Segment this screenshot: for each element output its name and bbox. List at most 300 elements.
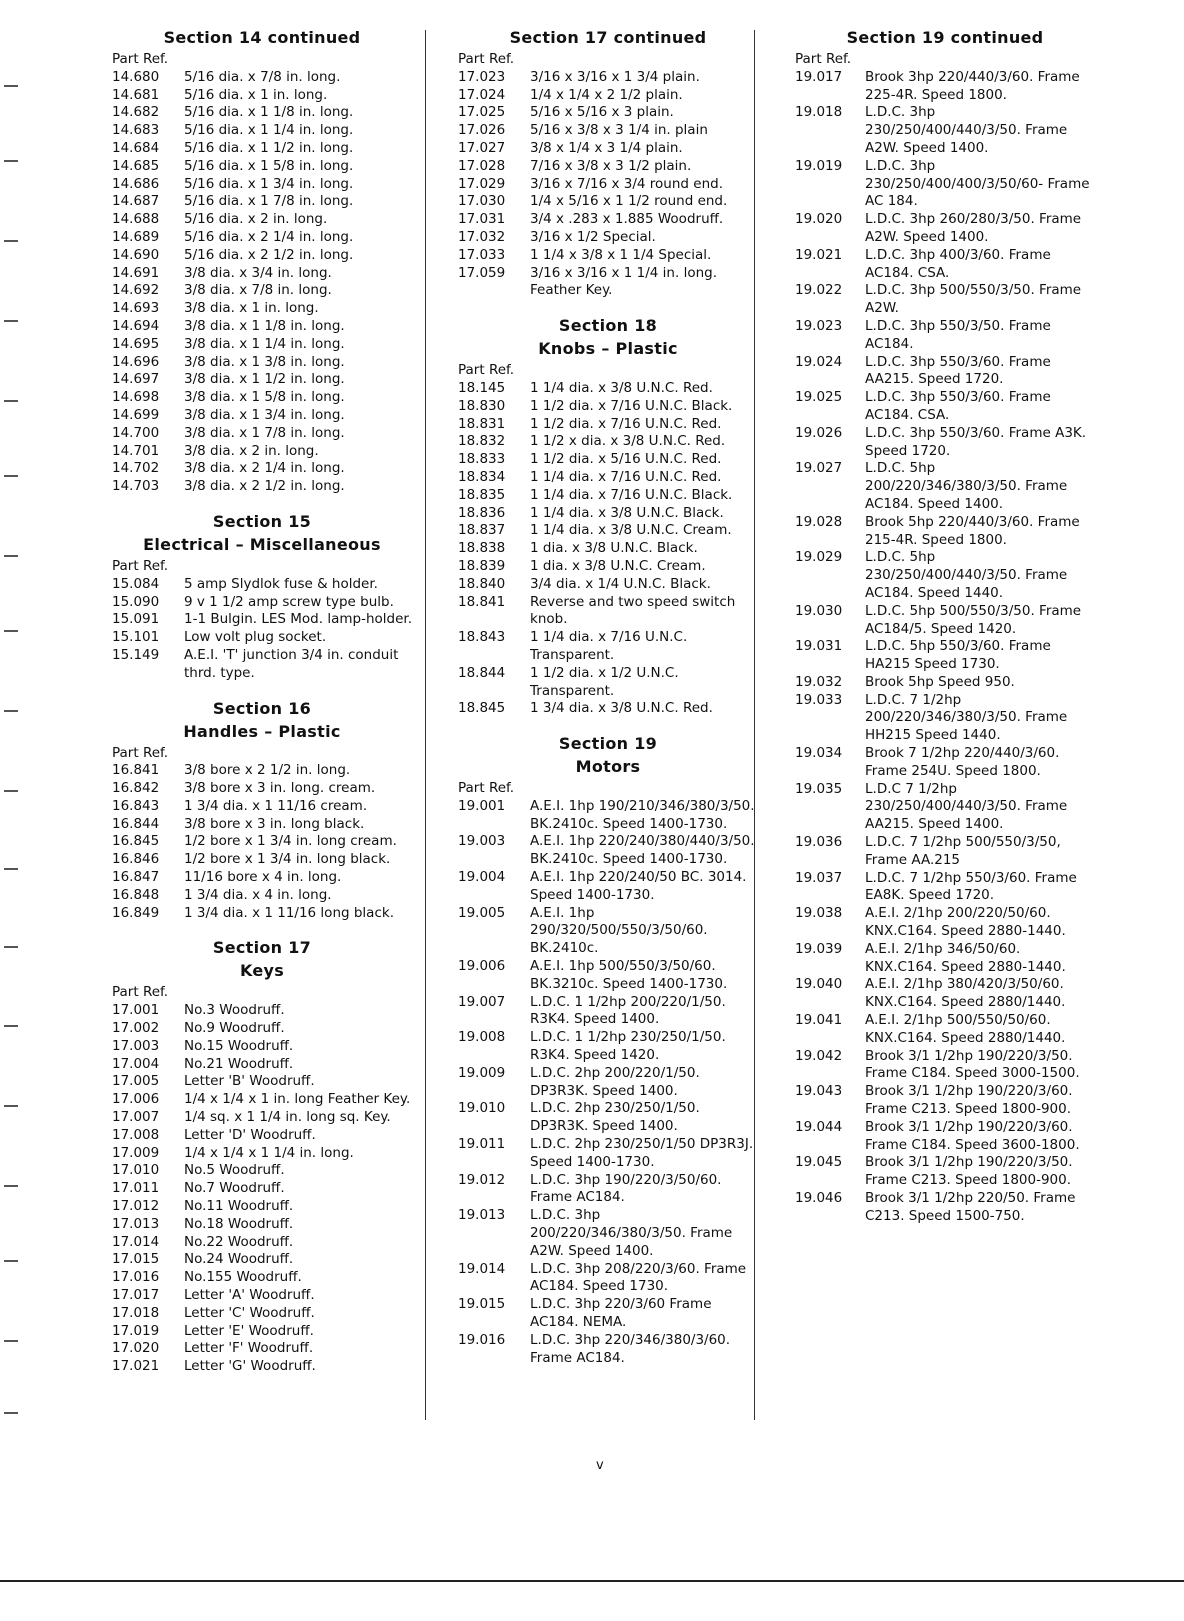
- part-row: [795, 1012, 1095, 1048]
- part-ref-number: 19.017: [795, 68, 843, 85]
- part-row: [112, 1305, 412, 1323]
- part-ref-number: 19.005: [458, 904, 506, 921]
- part-description: No.22 Woodruff.: [184, 1233, 294, 1250]
- part-row: [112, 407, 412, 425]
- part-description: L.D.C. 1 1/2hp 230/250/1/50. R3K4. Speed 1420.: [530, 1029, 726, 1064]
- part-ref-number: 14.688: [112, 211, 160, 228]
- part-row: [458, 176, 758, 194]
- part-row: [795, 674, 1095, 692]
- part-description: 3/8 dia. x 2 in. long.: [184, 442, 319, 459]
- part-ref-number: 14.681: [112, 86, 160, 103]
- part-ref-number: 19.022: [795, 282, 843, 299]
- part-row: [112, 1056, 412, 1074]
- part-row: [458, 905, 758, 958]
- part-ref-number: 19.019: [795, 157, 843, 174]
- part-ref-number: 19.042: [795, 1047, 843, 1064]
- part-description: L.D.C. 3hp 550/3/60. Frame AC184. CSA.: [865, 389, 1051, 423]
- part-row: [795, 745, 1095, 781]
- part-ref-number: 19.011: [458, 1136, 506, 1153]
- part-description: Brook 3/1 1/2hp 190/220/3/60. Frame C213. Speed 1800-900.: [865, 1083, 1073, 1118]
- part-row: [112, 229, 412, 247]
- part-row: [458, 380, 758, 398]
- part-row: [112, 140, 412, 158]
- margin-mark: [4, 790, 18, 792]
- part-description: Letter 'F' Woodruff.: [184, 1340, 314, 1357]
- part-description: 1 1/4 dia. x 3/8 U.N.C. Red.: [530, 379, 713, 396]
- part-row: [112, 905, 412, 923]
- part-row: [112, 460, 412, 478]
- bottom-rule: [0, 1580, 1184, 1582]
- part-description: 5/16 dia. x 1 in. long.: [184, 86, 328, 103]
- part-row: [112, 265, 412, 283]
- part-row: [458, 1172, 758, 1208]
- part-row: [112, 576, 412, 594]
- part-ref-number: 17.025: [458, 104, 506, 121]
- part-description: 3/16 x 1/2 Special.: [530, 228, 656, 245]
- part-row: [112, 887, 412, 905]
- part-description: L.D.C. 7 1/2hp 500/550/3/50, Frame AA.215: [865, 834, 1061, 868]
- part-description: 1 1/2 x dia. x 3/8 U.N.C. Red.: [530, 433, 726, 450]
- part-ref-number: 18.833: [458, 451, 506, 468]
- part-ref-number: 19.027: [795, 460, 843, 477]
- part-row: [458, 265, 758, 301]
- part-description: 3/8 dia. x 2 1/4 in. long.: [184, 460, 345, 477]
- part-ref-number: 14.683: [112, 122, 160, 139]
- part-ref-number: 17.016: [112, 1269, 160, 1286]
- part-description: 1 3/4 dia. x 3/8 U.N.C. Red.: [530, 700, 713, 717]
- part-row: [112, 1287, 412, 1305]
- part-description: L.D.C. 5hp 500/550/3/50. Frame AC184/5. Speed 1420.: [865, 602, 1082, 637]
- part-ref-number: 16.841: [112, 762, 160, 779]
- part-ref-number: 19.030: [795, 602, 843, 619]
- part-ref-header: Part Ref.: [112, 557, 169, 574]
- part-row: [458, 958, 758, 994]
- part-description: 3/16 x 3/16 x 1 3/4 plain.: [530, 68, 700, 85]
- part-row: [795, 69, 1095, 105]
- part-row: [112, 1038, 412, 1056]
- part-ref-number: 17.009: [112, 1144, 160, 1161]
- part-ref-number: 19.028: [795, 513, 843, 530]
- part-ref-number: 17.014: [112, 1233, 160, 1250]
- part-ref-number: 19.041: [795, 1012, 843, 1029]
- part-ref-number: 19.025: [795, 389, 843, 406]
- part-ref-number: 19.036: [795, 834, 843, 851]
- part-row: [458, 833, 758, 869]
- part-description: 3/8 dia. x 2 1/2 in. long.: [184, 478, 345, 495]
- part-row: [112, 1234, 412, 1252]
- part-row: [112, 1340, 412, 1358]
- part-row: [458, 576, 758, 594]
- margin-mark: [4, 1025, 18, 1027]
- part-row: [795, 425, 1095, 461]
- part-ref-number: 19.046: [795, 1190, 843, 1206]
- part-description: L.D.C. 3hp 550/3/60. Frame AA215. Speed 1720.: [865, 353, 1051, 388]
- part-description: 5/16 dia. x 2 1/2 in. long.: [184, 246, 354, 263]
- part-ref-number: 14.690: [112, 246, 160, 263]
- part-row: [112, 1073, 412, 1091]
- part-ref-number: 17.004: [112, 1055, 160, 1072]
- part-description: A.E.I. 1hp 290/320/500/550/3/50/60. BK.2410c.: [530, 904, 708, 957]
- part-description: 3/8 dia. x 1 3/4 in. long.: [184, 406, 345, 423]
- part-description: No.3 Woodruff.: [184, 1002, 285, 1019]
- part-row: [112, 1323, 412, 1341]
- part-row: [795, 158, 1095, 211]
- part-ref-number: 18.841: [458, 593, 506, 610]
- part-ref-number: 17.001: [112, 1002, 160, 1019]
- part-row: [795, 104, 1095, 157]
- part-description: 5/16 dia. x 1 7/8 in. long.: [184, 193, 354, 210]
- part-description: 1 1/4 dia. x 7/16 U.N.C. Red.: [530, 468, 722, 485]
- part-description: Letter 'D' Woodruff.: [184, 1126, 316, 1143]
- part-description: 1 dia. x 3/8 U.N.C. Black.: [530, 540, 698, 557]
- part-description: L.D.C. 3hp 230/250/400/400/3/50/60- Frame AC 184.: [865, 157, 1090, 210]
- part-row: [112, 158, 412, 176]
- part-ref-number: 17.017: [112, 1287, 160, 1304]
- column-left: [112, 26, 412, 1390]
- part-description: A.E.I. 1hp 190/210/346/380/3/50. BK.2410c. Speed 1400-1730.: [530, 797, 755, 832]
- catalog-section: [112, 26, 412, 496]
- part-ref-number: 14.695: [112, 335, 160, 352]
- part-row: [112, 247, 412, 265]
- part-row: [112, 176, 412, 194]
- part-description: 1 3/4 dia. x 1 11/16 cream.: [184, 797, 368, 814]
- part-ref-number: 15.091: [112, 611, 160, 628]
- part-description: L.D.C. 3hp 550/3/50. Frame AC184.: [865, 317, 1051, 352]
- part-row: [112, 1251, 412, 1269]
- part-description: A.E.I. 1hp 220/240/50 BC. 3014. Speed 1400-1730.: [530, 869, 747, 903]
- part-description: A.E.I. 2/1hp 200/220/50/60. KNX.C164. Speed 2880-1440.: [865, 905, 1066, 940]
- part-ref-number: 14.689: [112, 228, 160, 245]
- part-ref-number: 17.005: [112, 1073, 160, 1090]
- part-description: L.D.C. 3hp 208/220/3/60. Frame AC184. Speed 1730.: [530, 1260, 747, 1295]
- section-subtitle: Electrical – Miscellaneous: [143, 534, 381, 554]
- part-row: [458, 122, 758, 140]
- part-description: 1 1/2 dia. x 7/16 U.N.C. Red.: [530, 415, 722, 432]
- part-description: L.D.C. 3hp 220/3/60 Frame AC184. NEMA.: [530, 1296, 712, 1330]
- part-row: [112, 611, 412, 629]
- part-ref-number: 18.844: [458, 664, 506, 681]
- part-ref-number: 19.024: [795, 353, 843, 370]
- column-right: [795, 26, 1095, 1240]
- part-ref-number: 18.145: [458, 379, 506, 396]
- part-ref-number: 17.059: [458, 264, 506, 281]
- part-description: No.21 Woodruff.: [184, 1055, 294, 1072]
- part-ref-number: 19.015: [458, 1296, 506, 1313]
- part-description: L.D.C. 7 1/2hp 200/220/346/380/3/50. Frame HH215 Speed 1440.: [865, 691, 1068, 744]
- part-ref-number: 17.031: [458, 211, 506, 228]
- part-description: L.D.C. 3hp 230/250/400/440/3/50. Frame A2W. Speed 1400.: [865, 104, 1068, 156]
- part-row: [112, 318, 412, 336]
- part-description: 3/8 dia. x 7/8 in. long.: [184, 282, 332, 299]
- part-row: [458, 1332, 758, 1368]
- part-row: [795, 905, 1095, 941]
- margin-mark: [4, 630, 18, 632]
- part-description: Brook 3/1 1/2hp 190/220/3/50. Frame C184. Speed 3000-1500.: [865, 1047, 1080, 1082]
- margin-mark: [4, 400, 18, 402]
- part-row: [795, 514, 1095, 550]
- part-ref-number: 14.694: [112, 317, 160, 334]
- part-ref-number: 19.008: [458, 1029, 506, 1046]
- part-ref-number: 18.834: [458, 468, 506, 485]
- part-description: 3/8 bore x 2 1/2 in. long.: [184, 762, 351, 779]
- part-description: 3/8 dia. x 1 in. long.: [184, 300, 319, 317]
- part-ref-number: 18.831: [458, 415, 506, 432]
- part-ref-number: 19.034: [795, 745, 843, 762]
- part-description: Letter 'C' Woodruff.: [184, 1304, 315, 1321]
- part-description: L.D.C. 3hp 400/3/60. Frame AC184. CSA.: [865, 246, 1051, 281]
- part-row: [112, 1216, 412, 1234]
- part-ref-number: 17.032: [458, 228, 506, 245]
- part-description: Brook 5hp Speed 950.: [865, 673, 1015, 690]
- page-number: v: [596, 1458, 604, 1473]
- part-row: [795, 692, 1095, 745]
- margin-mark: [4, 160, 18, 162]
- part-row: [112, 443, 412, 461]
- part-row: [458, 558, 758, 576]
- part-ref-number: 14.702: [112, 460, 160, 477]
- part-ref-number: 17.019: [112, 1322, 160, 1339]
- part-description: 11/16 bore x 4 in. long.: [184, 869, 342, 886]
- part-description: No.11 Woodruff.: [184, 1198, 294, 1215]
- part-row: [458, 158, 758, 176]
- part-ref-number: 19.021: [795, 246, 843, 263]
- part-description: 3/8 bore x 3 in. long. cream.: [184, 780, 376, 797]
- section-subtitle: Motors: [575, 757, 641, 777]
- part-row: [458, 522, 758, 540]
- part-row: [795, 282, 1095, 318]
- part-row: [795, 549, 1095, 602]
- part-ref-number: 19.010: [458, 1100, 506, 1117]
- part-ref-number: 14.682: [112, 104, 160, 121]
- part-description: 3/4 x .283 x 1.885 Woodruff.: [530, 211, 724, 228]
- part-description: 5/16 dia. x 2 1/4 in. long.: [184, 228, 354, 245]
- catalog-section: [112, 697, 412, 923]
- part-description: 3/8 bore x 3 in. long black.: [184, 815, 365, 832]
- part-description: 1/4 x 5/16 x 1 1/2 round end.: [530, 193, 728, 210]
- margin-mark: [4, 1260, 18, 1262]
- part-description: No.7 Woodruff.: [184, 1180, 285, 1197]
- margin-mark: [4, 475, 18, 477]
- part-row: [795, 1048, 1095, 1084]
- part-description: 1/4 x 1/4 x 1 in. long Feather Key.: [184, 1091, 411, 1108]
- part-description: 1 1/2 dia. x 7/16 U.N.C. Black.: [530, 397, 733, 414]
- part-row: [112, 104, 412, 122]
- column-divider-left: [425, 30, 426, 1420]
- part-ref-number: 19.044: [795, 1118, 843, 1135]
- section-title: Section 18: [558, 316, 658, 336]
- part-ref-number: 19.006: [458, 958, 506, 975]
- part-row: [795, 1083, 1095, 1119]
- part-row: [458, 469, 758, 487]
- part-ref-number: 14.701: [112, 442, 160, 459]
- part-row: [795, 389, 1095, 425]
- part-row: [112, 1358, 412, 1376]
- part-description: L.D.C. 5hp 200/220/346/380/3/50. Frame AC184. Speed 1400.: [865, 460, 1068, 512]
- section-title: Section 16: [212, 698, 312, 718]
- part-description: 5/16 dia. x 1 5/8 in. long.: [184, 157, 354, 174]
- part-row: [458, 104, 758, 122]
- part-description: 1 3/4 dia. x 1 11/16 long black.: [184, 904, 394, 921]
- part-ref-number: 19.031: [795, 638, 843, 655]
- part-description: A.E.I. 2/1hp 500/550/50/60. KNX.C164. Speed 2880/1440.: [865, 1012, 1066, 1046]
- part-row: [112, 816, 412, 834]
- part-ref-header: Part Ref.: [112, 51, 169, 67]
- part-description: L.D.C. 5hp 230/250/400/440/3/50. Frame AC184. Speed 1440.: [865, 549, 1068, 601]
- part-ref-header: Part Ref.: [112, 984, 169, 1001]
- part-ref-number: 14.700: [112, 424, 160, 441]
- part-ref-number: 14.693: [112, 300, 160, 317]
- part-description: 5/16 x 3/8 x 3 1/4 in. plain: [530, 122, 708, 139]
- part-description: 5/16 dia. x 1 3/4 in. long.: [184, 175, 354, 192]
- part-ref-number: 18.836: [458, 504, 506, 521]
- part-ref-number: 19.038: [795, 905, 843, 922]
- part-ref-number: 14.686: [112, 175, 160, 192]
- part-ref-number: 18.835: [458, 486, 506, 503]
- part-description: A.E.I. 2/1hp 346/50/60. KNX.C164. Speed 2880-1440.: [865, 940, 1066, 975]
- part-ref-number: 14.680: [112, 68, 160, 85]
- section-subtitle: Keys: [239, 961, 285, 981]
- section-subtitle: Handles – Plastic: [183, 721, 341, 741]
- part-row: [112, 69, 412, 87]
- part-row: [458, 416, 758, 434]
- part-description: 5/16 dia. x 1 1/2 in. long.: [184, 139, 354, 156]
- catalog-section: [112, 510, 412, 683]
- part-description: 3/8 dia. x 3/4 in. long.: [184, 264, 332, 281]
- part-ref-number: 19.040: [795, 976, 843, 993]
- part-description: L.D.C. 3hp 190/220/3/50/60. Frame AC184.: [530, 1171, 722, 1206]
- part-row: [795, 834, 1095, 870]
- part-description: 1/4 x 1/4 x 2 1/2 plain.: [530, 86, 683, 103]
- part-ref-number: 17.027: [458, 139, 506, 156]
- part-description: 1/2 bore x 1 3/4 in. long black.: [184, 851, 391, 868]
- part-ref-number: 14.699: [112, 406, 160, 423]
- part-ref-number: 17.006: [112, 1091, 160, 1108]
- part-ref-number: 19.023: [795, 317, 843, 334]
- part-ref-number: 17.021: [112, 1358, 160, 1375]
- part-row: [458, 211, 758, 229]
- part-ref-number: 17.002: [112, 1020, 160, 1037]
- part-row: [795, 247, 1095, 283]
- part-ref-number: 19.039: [795, 940, 843, 957]
- part-description: L.D.C. 2hp 230/250/1/50. DP3R3K. Speed 1400.: [530, 1100, 700, 1135]
- part-ref-number: 19.020: [795, 211, 843, 228]
- part-description: Brook 3hp 220/440/3/60. Frame 225-4R. Speed 1800.: [865, 68, 1080, 103]
- part-description: 1/4 x 1/4 x 1 1/4 in. long.: [184, 1144, 354, 1161]
- part-description: 1 1/2 dia. x 1/2 U.N.C. Transparent.: [530, 664, 679, 699]
- margin-mark: [4, 1185, 18, 1187]
- part-ref-number: 17.028: [458, 157, 506, 174]
- part-row: [458, 433, 758, 451]
- part-row: [795, 1119, 1095, 1155]
- part-ref-number: 14.696: [112, 353, 160, 370]
- part-ref-number: 17.024: [458, 86, 506, 103]
- part-ref-number: 19.016: [458, 1331, 506, 1348]
- part-row: [458, 629, 758, 665]
- part-row: [795, 211, 1095, 247]
- part-description: L.D.C. 1 1/2hp 200/220/1/50. R3K4. Speed 1400.: [530, 993, 726, 1028]
- section-title: Section 19 continued: [846, 28, 1044, 47]
- part-ref-number: 17.003: [112, 1037, 160, 1054]
- margin-mark: [4, 1412, 18, 1414]
- part-description: L.D.C 7 1/2hp 230/250/400/440/3/50. Frame AA215. Speed 1400.: [865, 780, 1068, 833]
- part-description: A.E.I. 1hp 220/240/380/440/3/50. BK.2410c. Speed 1400-1730.: [530, 833, 755, 868]
- part-ref-number: 17.018: [112, 1304, 160, 1321]
- part-ref-number: 18.838: [458, 540, 506, 557]
- part-description: 5/16 dia. x 2 in. long.: [184, 211, 328, 228]
- catalog-section: [458, 314, 758, 718]
- part-description: L.D.C. 3hp 550/3/60. Frame A3K. Speed 1720.: [865, 424, 1087, 459]
- part-row: [458, 1100, 758, 1136]
- part-row: [795, 941, 1095, 977]
- part-description: Letter 'A' Woodruff.: [184, 1287, 315, 1304]
- part-description: 5 amp Slydlok fuse & holder.: [184, 575, 378, 592]
- part-row: [112, 594, 412, 612]
- part-ref-number: 16.846: [112, 851, 160, 868]
- part-ref-number: 19.013: [458, 1207, 506, 1224]
- part-row: [112, 780, 412, 798]
- part-ref-number: 19.032: [795, 673, 843, 690]
- part-row: [795, 460, 1095, 513]
- part-row: [112, 478, 412, 496]
- part-row: [458, 1207, 758, 1260]
- part-row: [112, 1145, 412, 1163]
- part-ref-number: 19.037: [795, 869, 843, 886]
- part-row: [458, 229, 758, 247]
- part-row: [112, 371, 412, 389]
- part-ref-number: 16.844: [112, 815, 160, 832]
- part-row: [458, 594, 758, 630]
- part-description: 1 dia. x 3/8 U.N.C. Cream.: [530, 557, 706, 574]
- margin-mark: [4, 320, 18, 322]
- part-ref-number: 19.045: [795, 1154, 843, 1171]
- section-subtitle: Knobs – Plastic: [538, 339, 678, 359]
- part-ref-number: 14.703: [112, 478, 160, 495]
- part-row: [112, 122, 412, 140]
- part-description: L.D.C. 3hp 220/346/380/3/60. Frame AC184.: [530, 1331, 731, 1366]
- part-ref-number: 18.830: [458, 397, 506, 414]
- part-row: [112, 1020, 412, 1038]
- part-ref-number: 14.685: [112, 157, 160, 174]
- margin-mark: [4, 710, 18, 712]
- section-title: Section 15: [212, 511, 312, 531]
- part-description: 1 3/4 dia. x 4 in. long.: [184, 886, 332, 903]
- part-ref-number: 19.043: [795, 1083, 843, 1100]
- part-row: [458, 487, 758, 505]
- part-row: [795, 1190, 1095, 1226]
- part-row: [112, 282, 412, 300]
- part-ref-number: 18.840: [458, 575, 506, 592]
- part-row: [458, 1136, 758, 1172]
- part-row: [112, 851, 412, 869]
- part-description: 3/4 dia. x 1/4 U.N.C. Black.: [530, 575, 711, 592]
- part-ref-number: 17.026: [458, 122, 506, 139]
- part-description: A.E.I. 1hp 500/550/3/50/60. BK.3210c. Speed 1400-1730.: [530, 958, 728, 992]
- part-ref-header: Part Ref.: [458, 780, 515, 797]
- catalog-section: [458, 26, 758, 300]
- part-row: [112, 87, 412, 105]
- part-row: [112, 647, 412, 683]
- part-description: 3/8 dia. x 1 1/4 in. long.: [184, 335, 345, 352]
- part-ref-number: 19.009: [458, 1064, 506, 1081]
- part-ref-number: 17.033: [458, 246, 506, 263]
- part-description: 1 1/4 dia. x 7/16 U.N.C. Transparent.: [530, 629, 688, 663]
- part-description: L.D.C. 7 1/2hp 550/3/60. Frame EA8K. Speed 1720.: [865, 869, 1077, 904]
- section-title: Section 14 continued: [163, 28, 361, 47]
- part-ref-number: 14.692: [112, 282, 160, 299]
- part-ref-number: 17.013: [112, 1215, 160, 1232]
- part-ref-number: 16.848: [112, 886, 160, 903]
- part-description: Letter 'E' Woodruff.: [184, 1322, 314, 1339]
